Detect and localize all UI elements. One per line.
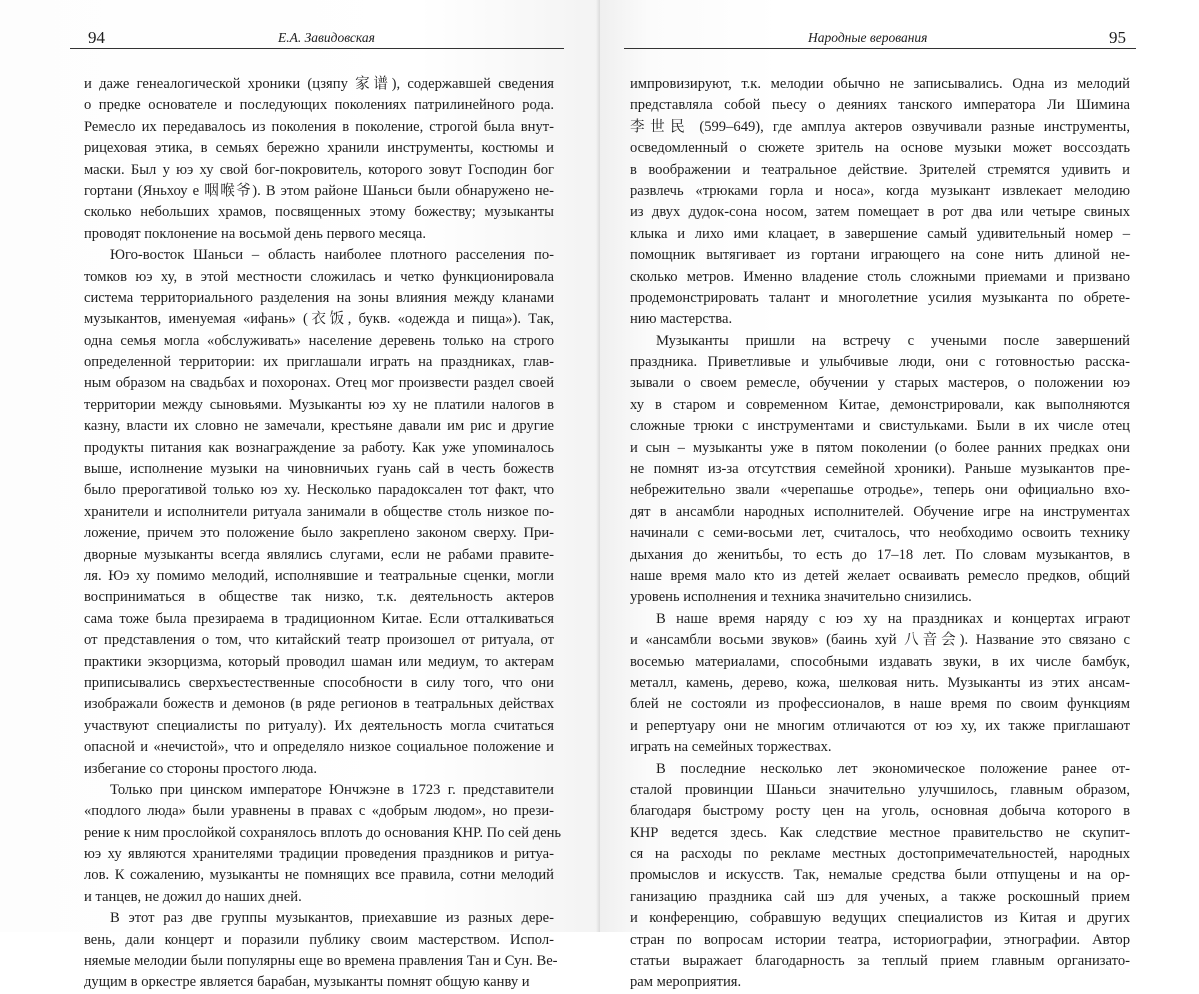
text-line: КНР ведется здесь. Как следствие местное правительство не скупит- <box>630 824 1130 841</box>
left-page-header <box>70 22 564 49</box>
text-line: дят в ансамбли народных исполнителей. Обучение игре на инструментах <box>630 503 1130 520</box>
page-number-right: 95 <box>1109 28 1126 47</box>
text-line: практики экзорцизма, который проводил шаман или медиум, то актерам <box>84 653 554 670</box>
text-line: ся на расходы по рекламе местных достопримечательностей, народных <box>630 846 1130 863</box>
text-line: томков юэ ху, в этой местности сложилась и четко функционировала <box>84 268 554 285</box>
left-page-text <box>84 74 562 994</box>
text-line: и даже генеалогической хроники (цзяпу 家谱), содержавшей сведения <box>84 76 554 92</box>
text-line: приписывались сверхъестественные способности в силу того, что они <box>84 674 554 691</box>
text-line: зывали о своем ремесле, обучении у старых мастеров, о положении юэ <box>630 375 1130 392</box>
text-line: система территориального разделения на зоны влияния между кланами <box>84 289 554 306</box>
text-line: сталой провинции Шаньси значительно улучшилось, главным образом, <box>630 781 1130 798</box>
text-line: опасной и «нечистой», что и определяло низкое социальное положение и <box>84 739 554 756</box>
text-line: было прерогативой только юэ ху. Несколько парадоксален тот факт, что <box>84 482 554 499</box>
text-line: рам мероприятия. <box>630 974 742 991</box>
page-number-left: 94 <box>88 28 105 47</box>
text-line: от представления о том, что китайский театр произошел от ритуала, от <box>84 632 554 649</box>
text-line: нию мастерства. <box>630 311 733 328</box>
text-line: восемью материалами, способными издавать звуки, в их числе бамбук, <box>630 653 1130 670</box>
text-line: «подлого люда» были уравнены в правах с «добрым людом», но прези- <box>84 803 554 820</box>
text-line: гортани (Яньхоу е 咽喉爷). В этом районе Шаньси были обнаружено не- <box>84 182 554 199</box>
text-line: продемонстрировать талант и многолетние усилия музыканта по обрете- <box>630 289 1130 306</box>
running-head-right: Народные верования <box>808 30 928 45</box>
text-line: не помнят из-за отсутствия семейной хроники). Раньше музыкантов пре- <box>630 461 1130 478</box>
text-line: и «ансамбли восьми звуков» (баинь хуй 八音会). Название это связано с <box>630 632 1130 649</box>
left-page <box>0 0 600 991</box>
text-line: сама тоже была презираема в традиционном Китае. Если отталкиваться <box>84 610 554 627</box>
text-line: представляла собой пьесу о деяниях танского императора Ли Шимина <box>630 97 1130 114</box>
text-line: развлечь «трюками горла и носа», когда музыкант извлекает мелодию <box>630 182 1130 199</box>
text-line: В наше время наряду с юэ ху на праздниках и концертах играют <box>656 610 1130 627</box>
text-line: проводят поклонение на восьмой день первого месяца. <box>84 225 427 242</box>
text-line: одна семья могла «обслуживать» население деревень только на строго <box>84 332 554 349</box>
text-line: праздника. Приветливые и улыбчивые люди, они с готовностью расска- <box>630 354 1130 371</box>
text-line: сложные трюки с инструментами и свистульками. Были в их числе отец <box>630 418 1130 435</box>
text-line: помощник вытягивает из гортани играющего на соне нить длиной не- <box>630 247 1130 264</box>
text-line: и репертуару они не многим отличаются от юэ ху, их также приглашают <box>630 717 1130 734</box>
text-line: ганизацию праздника сай шэ для ученых, а также роскошный прием <box>630 888 1130 905</box>
text-line: рение к ним прослойкой сохранялось вплоть до основания КНР. По сей день <box>84 824 562 841</box>
text-line: определенной территории: их приглашали играть на праздниках, глав- <box>84 354 554 371</box>
text-line: из двух дудок-сона носом, затем помещает в рот два или четыре свиных <box>630 204 1130 221</box>
text-line: территории между сыновьями. Музыканты юэ ху не платили налогов в <box>84 396 554 413</box>
text-line: избегание со стороны простого люда. <box>84 760 318 777</box>
text-line: ложение, причем это положение было закреплено законом сверху. При- <box>84 525 554 542</box>
text-line: рицеховая этика, в семьях бережно хранили инструменты, костюмы и <box>84 140 554 157</box>
text-line: дыхания до женитьбы, то есть до 17–18 лет. По словам музыкантов, в <box>630 546 1130 563</box>
text-line: наше время мало кто из детей желает осваивать ремесло предков, общий <box>630 567 1130 584</box>
text-line: в воображении и театральное действие. Зрителей стремятся удивить и <box>630 161 1130 178</box>
text-line: Юго-восток Шаньси – область наиболее плотного расселения по- <box>110 247 554 264</box>
text-line: лов. К сожалению, музыканты не помнящих все правила, сотни мелодий <box>84 867 554 884</box>
text-line: дущим в оркестре является барабан, музыканты помнят общую канву и <box>84 974 530 991</box>
text-line: Ремесло их передавалось из поколения в поколение, строгой была внут- <box>84 118 554 135</box>
text-line: статьи выражает благодарность за теплый прием главным организато- <box>630 953 1130 970</box>
text-line: металл, камень, дерево, кожа, шелковая нить. Музыканты из этих ансам- <box>630 674 1130 691</box>
text-line: восприниматься в обществе так низко, т.к. деятельность актеров <box>84 589 554 606</box>
text-line: маски. Был у юэ ху свой бог-покровитель, которого зовут Господин бог <box>84 161 554 178</box>
text-line: ным образом на свадьбах и похоронах. Отец мог произвести раздел своей <box>84 375 554 392</box>
right-page-text <box>630 74 1130 994</box>
text-line: сколько метров. Именно владение столь сложными приемами и призвано <box>630 268 1130 285</box>
text-line: ля. Юэ ху помимо мелодий, исполнявшие и театральные сценки, могли <box>84 567 554 584</box>
text-line: участвуют специалисты по ритуалу). Их деятельность могла считаться <box>84 717 554 734</box>
text-line: продукты питания как вознаграждение за работу. Как уже упоминалось <box>84 439 554 456</box>
text-line: ху в старом и современном Китае, демонстрировали, как выполняются <box>630 396 1130 413</box>
text-line: хранители и исполнители ритуала занимали в обществе столь низкое по- <box>84 503 554 520</box>
text-line: Музыканты пришли на встречу с учеными после завершений <box>656 332 1130 349</box>
text-line: вень, дали концерт и поразили публику своим мастерством. Испол- <box>84 931 554 948</box>
text-line: музыкантов, именуемая «ифань» (衣饭, букв. «одежда и пища»). Так, <box>84 311 554 328</box>
text-line: клыка и лихо ими клацает, в завершение самый удивительный номер – <box>630 225 1130 242</box>
text-line: сколько небольших храмов, посвященных этому божеству; музыканты <box>84 204 554 221</box>
text-line: и сын – музыканты уже в пятом поколении (о более ранних предках они <box>630 439 1130 456</box>
text-line: промыслов и искусств. Так, немалые средства были отпущены и на ор- <box>630 867 1130 884</box>
right-page-header <box>624 22 1136 49</box>
text-line: Только при цинском императоре Юнчжэне в 1723 г. представители <box>110 781 554 798</box>
text-line: благодаря быстрому росту цен на уголь, основная добыча которого в <box>630 803 1130 820</box>
text-line: небрежительно звали «черепашье отродье», теперь они официально вхо- <box>630 482 1130 499</box>
text-line: няемые мелодии были популярны еще во времена правления Тан и Сун. Ве- <box>84 953 558 970</box>
text-line: стран по вопросам истории театра, историографии, этнографии. Автор <box>630 931 1130 948</box>
text-line: играть на семейных торжествах. <box>630 739 832 756</box>
text-line: осведомленный о сюжете зритель на основе музыки может воссоздать <box>630 140 1130 157</box>
text-line: импровизируют, т.к. мелодии обычно не записывались. Одна из мелодий <box>630 76 1130 92</box>
text-line: о предке основателе и последующих поколениях патрилинейного рода. <box>84 97 554 114</box>
text-line: В последние несколько лет экономическое положение ранее от- <box>656 760 1130 777</box>
text-line: уровень исполнения и техника значительно снизились. <box>630 589 972 606</box>
text-line: дворные музыканты всегда являлись слугами, если не рабами правите- <box>84 546 554 563</box>
running-head-left: Е.А. Завидовская <box>278 30 375 45</box>
text-line: 李世民 (599–649), где амплуа актеров озвучивали разные инструменты, <box>630 118 1130 135</box>
text-line: и конференцию, собравшую ведущих специалистов из Китая и других <box>630 910 1130 927</box>
text-line: начинали с семи-восьми лет, считалось, что необходимо освоить технику <box>630 525 1130 542</box>
text-line: В этот раз две группы музыкантов, приехавшие из разных дере- <box>110 910 554 927</box>
text-line: выше, исполнение музыки на чиновничьих гуань сай в честь божеств <box>84 461 554 478</box>
text-line: и танцев, не дожил до наших дней. <box>84 888 302 905</box>
right-page <box>600 0 1199 991</box>
text-line: казну, власти их словно не замечали, крестьяне давали им рис и другие <box>84 418 554 435</box>
text-line: юэ ху являются хранителями традиции проведения праздников и ритуа- <box>84 846 554 863</box>
text-line: блей не состояли из профессионалов, в наше время по своим функциям <box>630 696 1130 713</box>
text-line: изображали божеств и демонов (в ряде регионов в театральных действах <box>84 696 554 713</box>
